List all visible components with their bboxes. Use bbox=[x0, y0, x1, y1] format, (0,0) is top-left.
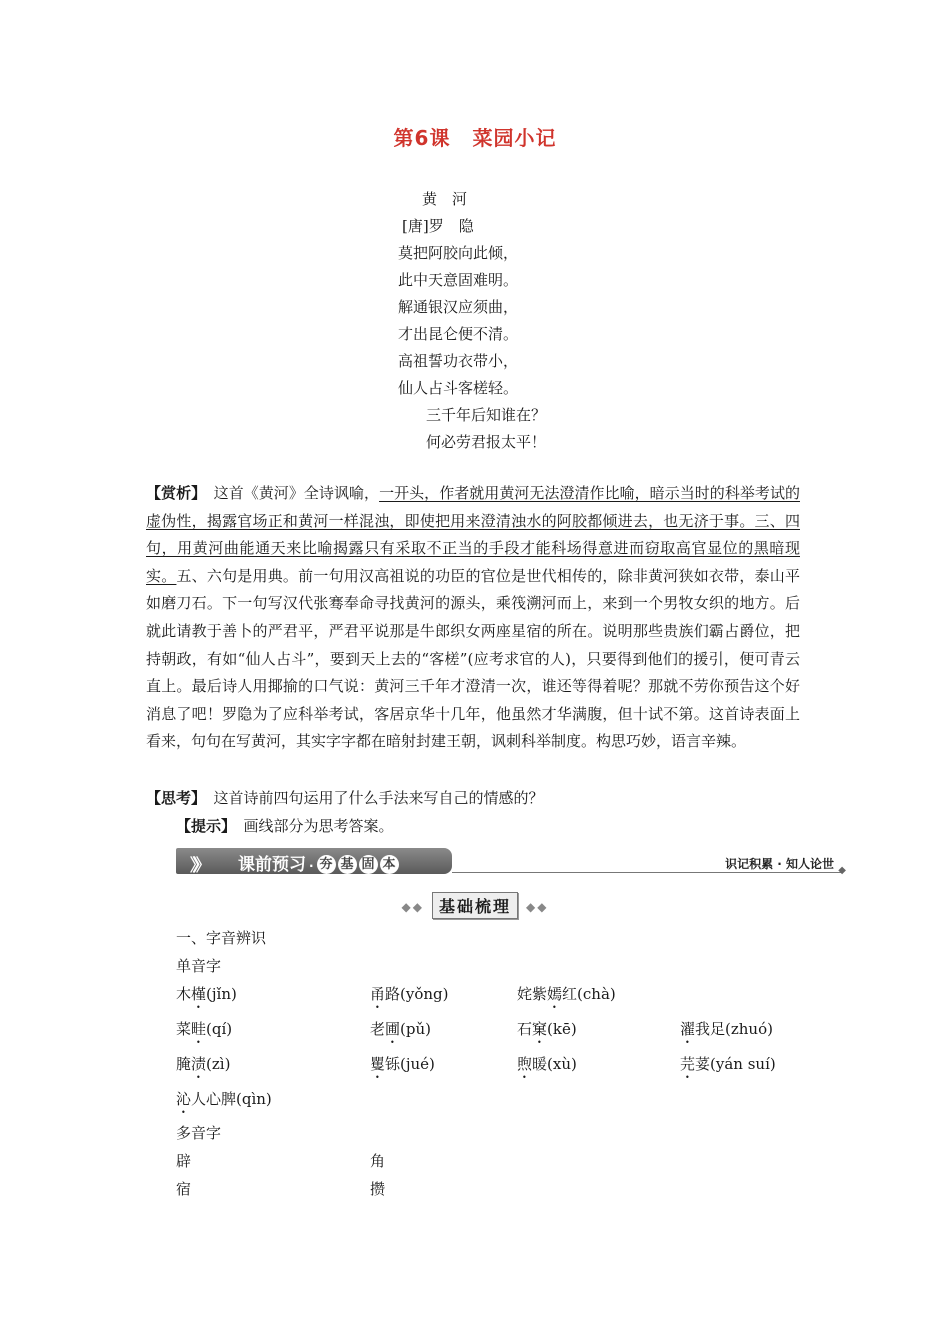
vocab-heading: 一、字音辨识 bbox=[176, 929, 267, 947]
banner-char: 固 bbox=[359, 855, 378, 874]
think-question bbox=[146, 787, 544, 808]
banner-char: 本 bbox=[380, 855, 399, 874]
hint bbox=[176, 815, 394, 836]
analysis-intro: 这首《黄河》全诗讽喻， bbox=[198, 484, 380, 502]
poem-line: 莫把阿胶向此倾， bbox=[398, 244, 519, 262]
hint-label: 【提示】 bbox=[176, 817, 229, 835]
multi-label: 多音字 bbox=[176, 1124, 222, 1142]
banner-title bbox=[238, 850, 401, 875]
banner-right-text: 识记积累 · 知人论世 bbox=[725, 857, 834, 871]
vocab-item: 木槿(jǐn) bbox=[176, 985, 237, 1003]
vocab-item: 腌渍(zì) bbox=[176, 1055, 231, 1073]
section-banner bbox=[176, 848, 846, 876]
multi-item: 角 bbox=[370, 1152, 386, 1170]
think-text: 这首诗前四句运用了什么手法来写自己的情感的？ bbox=[198, 789, 544, 807]
chevron-icon: 》》 bbox=[190, 856, 206, 876]
page-title bbox=[0, 122, 950, 151]
poem-line: 三千年后知谁在？ bbox=[426, 406, 547, 424]
poem-line: 解通银汉应须曲， bbox=[398, 298, 519, 316]
vocab-item: 姹紫嫣红(chà) bbox=[517, 985, 616, 1003]
poem-line: 此中天意固难明。 bbox=[398, 271, 519, 289]
vocab-item: 菜畦(qí) bbox=[176, 1020, 233, 1038]
lesson-name: 菜园小记 bbox=[472, 126, 557, 150]
banner-char: 基 bbox=[338, 855, 357, 874]
banner-separator: · bbox=[309, 859, 314, 873]
poem-line: 才出昆仑便不清。 bbox=[398, 325, 519, 343]
analysis-label: 【赏析】 bbox=[146, 484, 199, 502]
section-title: 基础梳理 bbox=[432, 892, 518, 919]
analysis-paragraph bbox=[146, 480, 800, 756]
vocab-item: 甬路(yǒng) bbox=[370, 985, 449, 1003]
diamond-icon: ◆ bbox=[838, 865, 846, 876]
banner-rule bbox=[452, 872, 842, 873]
vocab-item: 芫荽(yán suí) bbox=[680, 1055, 776, 1073]
vocab-item: 煦暖(xù) bbox=[517, 1055, 577, 1073]
section-heading bbox=[0, 892, 950, 919]
banner-char: 夯 bbox=[317, 855, 336, 874]
poem-line: 仙人占斗客槎轻。 bbox=[398, 379, 519, 397]
hint-text: 画线部分为思考答案。 bbox=[228, 817, 394, 835]
vocab-item: 石窠(kē) bbox=[517, 1020, 577, 1038]
banner-left: 课前预习 bbox=[238, 855, 306, 875]
multi-item: 宿 bbox=[176, 1180, 192, 1198]
lesson-number: 第6课 bbox=[393, 126, 451, 150]
multi-item: 辟 bbox=[176, 1152, 192, 1170]
diamond-icon: ◆◆ bbox=[526, 900, 549, 914]
diamond-icon: ◆◆ bbox=[401, 900, 424, 914]
multi-item: 攒 bbox=[370, 1180, 386, 1198]
vocab-item: 老圃(pǔ) bbox=[370, 1020, 431, 1038]
analysis-underlined: 一开头，作者就用黄河无法澄清作比喻，暗示当时的科举考试的虚伪性，揭露官场正和黄河一样混浊，即使把用来澄清浊水的阿胶都倾进去，也无济于事。三、四句，用黄河曲能通天来比喻揭露只有采取不正当的手段才能科场得意进而窃取高官显位的黑暗现实。 bbox=[146, 484, 800, 585]
poem-author: [唐]罗 隐 bbox=[402, 217, 474, 235]
single-label: 单音字 bbox=[176, 957, 222, 975]
poem-line: 高祖誓功衣带小， bbox=[398, 352, 519, 370]
vocab-item: 矍铄(jué) bbox=[370, 1055, 435, 1073]
analysis-rest: 五、六句是用典。前一句用汉高祖说的功臣的官位是世代相传的，除非黄河狭如衣带，泰山平如磨刀石。下一句写汉代张骞奉命寻找黄河的源头，乘筏溯河而上，来到一个男牧女织的地方。后就此请教于善卜的严君平，严君平说那是牛郎织女两座星宿的所在。说明那些贵族们霸占爵位，把持朝政，有如“仙人占斗”，要到天上去的“客槎”(应考求官的人)，只要得到他们的援引，便可青云直上。最后诗人用揶揄的口气说：黄河三千年才澄清一次，谁还等得着呢？那就不劳你预告这个好消息了吧！罗隐为了应科举考试，客居京华十几年，他虽然才华满腹，但十试不第。这首诗表面上看来，句句在写黄河，其实字字都在暗射封建王朝，讽刺科举制度。构思巧妙，语言辛辣。 bbox=[146, 566, 800, 751]
vocab-item: 沁人心脾(qìn) bbox=[176, 1090, 272, 1108]
think-label: 【思考】 bbox=[146, 789, 199, 807]
vocab-item: 濯我足(zhuó) bbox=[680, 1020, 773, 1038]
poem bbox=[398, 186, 608, 456]
poem-line: 何必劳君报太平！ bbox=[426, 433, 547, 451]
poem-title: 黄 河 bbox=[422, 190, 468, 208]
